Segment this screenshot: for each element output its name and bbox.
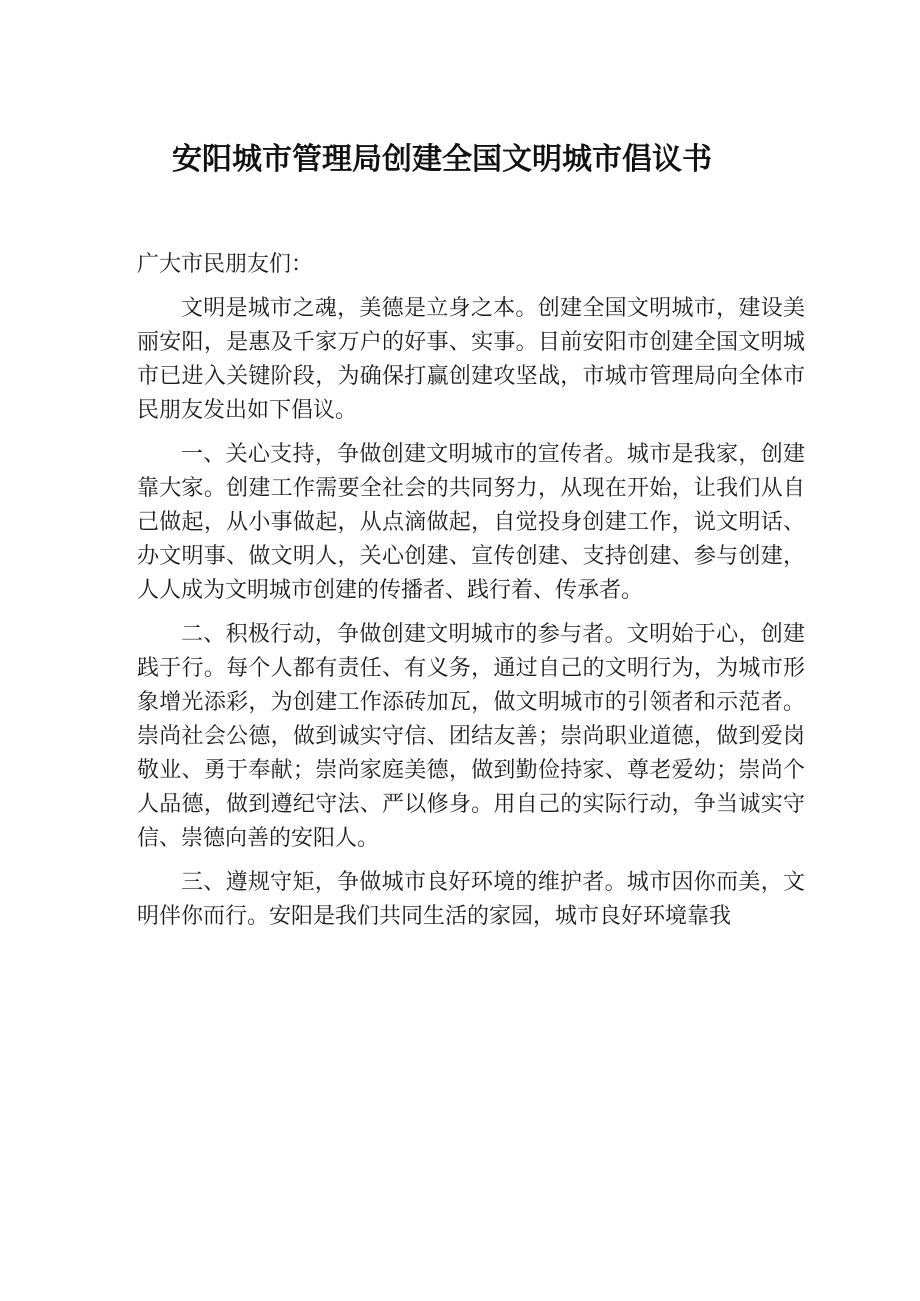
document-body bbox=[137, 248, 805, 944]
paragraph-section-1: 一、关心支持，争做创建文明城市的宣传者。城市是我家，创建靠大家。创建工作需要全社会的共同努力，从现在开始，让我们从自己做起，从小事做起，从点滴做起，自觉投身创建工作，说文明话、办文明事、做文明人，关心创建、宣传创建、支持创建、参与创建，人人成为文明城市创建的传播者、践行着、传承者。 bbox=[137, 442, 805, 603]
paragraph-intro: 文明是城市之魂，美德是立身之本。创建全国文明城市，建设美丽安阳，是惠及千家万户的好事、实事。目前安阳市创建全国文明城市已进入关键阶段，为确保打赢创建攻坚战，市城市管理局向全体市民朋友发出如下倡议。 bbox=[137, 296, 805, 423]
salutation: 广大市民朋友们： bbox=[137, 252, 314, 277]
paragraph-section-3: 三、遵规守矩，争做城市良好环境的维护者。城市因你而美，文明伴你而行。安阳是我们共同生活的家园，城市良好环境靠我 bbox=[137, 870, 805, 929]
paragraph-section-2: 二、积极行动，争做创建文明城市的参与者。文明始于心，创建践于行。每个人都有责任、有义务，通过自己的文明行为，为城市形象增光添彩，为创建工作添砖加瓦，做文明城市的引领者和示范者。崇尚社会公德，做到诚实守信、团结友善；崇尚职业道德，做到爱岗敬业、勇于奉献；崇尚家庭美德，做到勤俭持家、尊老爱幼；崇尚个人品德，做到遵纪守法、严以修身。用自己的实际行动，争当诚实守信、崇德向善的安阳人。 bbox=[137, 622, 805, 851]
document-title: 安阳城市管理局创建全国文明城市倡议书 bbox=[172, 142, 712, 177]
